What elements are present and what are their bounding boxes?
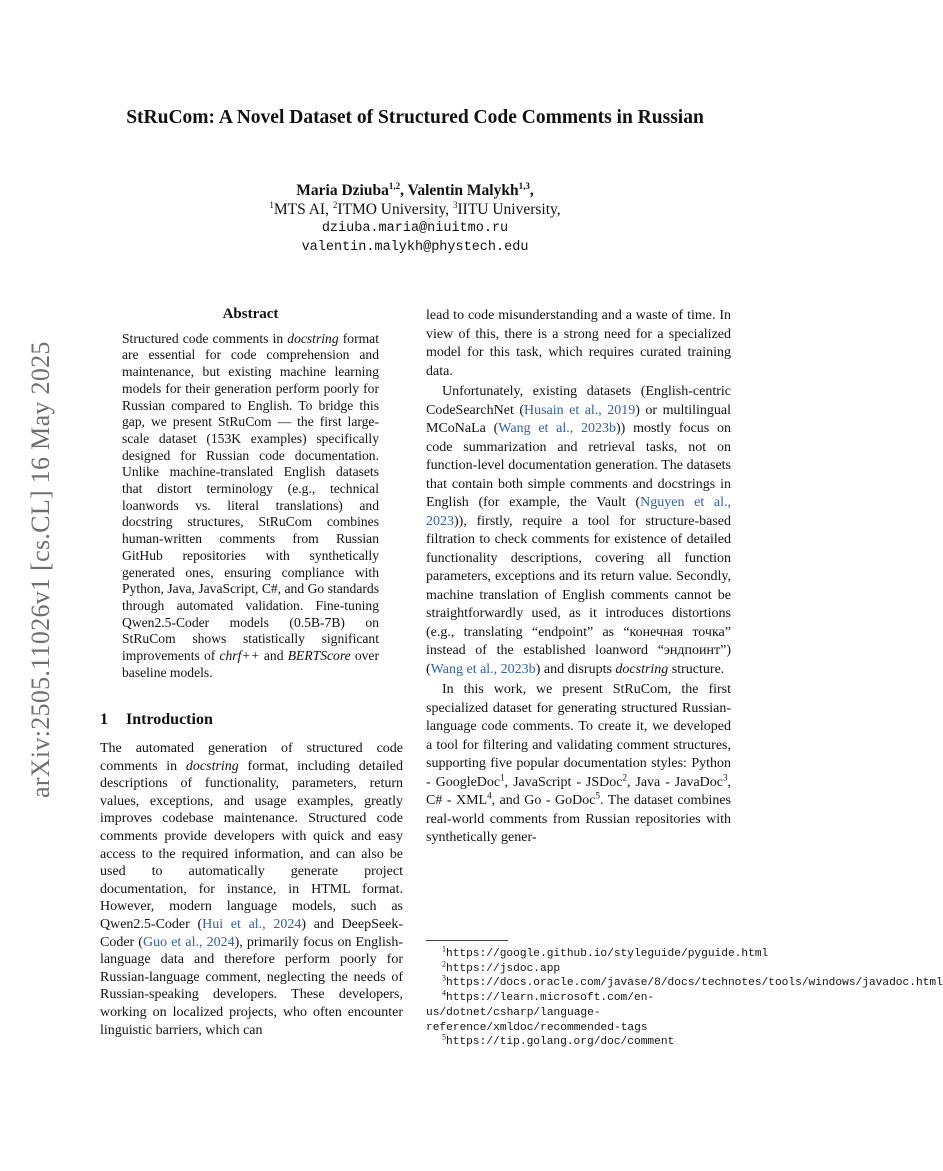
footnote-item: $^5$https://tip.golang.org/doc/comment [442, 1032, 675, 1049]
footnote-item: $^1$https://google.github.io/styleguide/pyguide.html [442, 944, 769, 960]
author-name-1: Maria Dziuba [296, 182, 389, 199]
footnote-divider [426, 940, 508, 941]
abstract-heading: Abstract [222, 306, 279, 322]
abstract-text: Structured code comments in docstring format are essential for code comprehension and maintenance, but existing machine learning models for their generation perform poorly for Russian compared to English. To bridge this gap, we present StRuCom — the first large-scale dataset (153K examples) specifically designed for Russian code documentation. Unlike machine-translated English datasets that distort terminology (e.g., technical loanwords vs. literal translations) and docstring structures, StRuCom combines human-written comments from Russian GitHub repositories with synthetically generated ones, ensuring compliance with Python, Java, JavaScript, C#, and Go standards through automated validation. Fine-tuning Qwen2.5-Coder models (0.5B-7B) on StRuCom shows statistically significant improvements of chrf++ and BERTScore over baseline models. [122, 330, 379, 680]
affiliations [100, 200, 730, 219]
citation-link[interactable]: Husain et al., 2019 [524, 402, 636, 418]
affil-2: ITMO University, [337, 201, 453, 218]
affil-sup-3: 3 [453, 199, 458, 210]
footnote-link[interactable]: https://tip.golang.org/doc/comment [446, 1036, 675, 1049]
paragraph: lead to code misunderstanding and a waste of time. In view of this, there is a strong need for a specialized model for this task, which requires curated training data. [426, 308, 731, 379]
paragraph: Unfortunately, existing datasets (English-centric CodeSearchNet (Husain et al., 2019) or multilingual MCoNaLa (Wang et al., 2023b)) mostly focus on code summarization and retrieval tasks, not on function-level documentation generation. The datasets that contain both simple comments and docstrings in English (for example, the Vault (Nguyen et al., 2023)), firstly, require a tool for structure-based filtration to check comments for existence of detailed functionality descriptions, covering all function parameters, exceptions and its return value. Secondly, machine translation of English comments cannot be straightforwardly used, as it introduces distortions (e.g., translating “endpoint” as “конечная точка” instead of the established loanword “эндпоинт”) (Wang et al., 2023b) and disrupts docstring structure. [426, 384, 732, 677]
footnote-item: $^4$https://learn.microsoft.com/en-us/dotnet/csharp/language-reference/xmldoc/recommended-tags [426, 988, 655, 1034]
footnotes [426, 944, 943, 1050]
footnote-item: $^3$https://docs.oracle.com/javase/8/docs/technotes/tools/windows/javadoc.html [442, 973, 943, 990]
author-name-2: Valentin Malykh [407, 182, 519, 199]
citation-link[interactable]: Hui et al., 2024 [202, 916, 302, 932]
footnote-item: $^2$https://jsdoc.app [442, 958, 561, 975]
footnote-marker[interactable]: 3 [723, 771, 728, 782]
author-names: Maria Dziuba$^{1,2}$, Valentin Malykh$^{1,3}$, [296, 180, 534, 199]
footnote-marker[interactable]: 4 [487, 790, 492, 801]
footnote-link[interactable]: https://learn.microsoft.com/en-us/dotnet/csharp/language-reference/xmldoc/recommended-tags [426, 992, 655, 1034]
email-2: valentin.malykh@phystech.edu [301, 240, 529, 255]
affil-sup-2: 2 [332, 199, 338, 210]
affil-1: MTS AI, [273, 201, 333, 218]
email-1: dziuba.maria@niuitmo.ru [321, 221, 509, 236]
affil-sup-1: 1 [269, 199, 274, 210]
footnote-marker[interactable]: 5 [595, 790, 600, 801]
footnote-marker[interactable]: 1 [500, 771, 505, 782]
citation-link[interactable]: Nguyen et al., 2023 [426, 495, 731, 529]
footnote-link[interactable]: https://docs.oracle.com/javase/8/docs/technotes/tools/windows/javadoc.html [446, 977, 943, 990]
section-number: 1 [100, 711, 108, 728]
author-sup-1: 1,2 [388, 180, 401, 191]
citation-link[interactable]: Wang et al., 2023b [498, 421, 617, 436]
paper-title: StRuCom: A Novel Dataset of Structured Code Comments in Russian [126, 107, 704, 128]
section-title: Introduction [126, 711, 213, 728]
right-column-text [426, 307, 731, 848]
footnote-link[interactable]: https://jsdoc.app [446, 962, 561, 975]
author-block [100, 181, 730, 257]
footnote-marker[interactable]: 2 [622, 771, 627, 782]
arxiv-identifier: arXiv:2505.11026v1 [cs.CL] 16 May 2025 [26, 341, 55, 799]
author-sup-2: 1,3 [518, 180, 530, 191]
section-heading-introduction [100, 711, 400, 729]
paragraph: In this work, we present StRuCom, the first specialized dataset for generating structured Russian-language code comments. To create it, we developed a tool for filtering and validating comment structures, supporting five popular documentation styles: Python - GoogleDoc$^1$, JavaScript - JSDoc$^2$, Java - JavaDoc$^3$, C# - XML$^4$, and Go - GoDoc$^5$. The dataset combines real-world comments from Russian repositories with synthetically gener- [426, 682, 731, 845]
introduction-paragraph: The automated generation of structured code comments in docstring format, including detailed descriptions of functionality, parameters, return values, exceptions, and usage examples, greatly improves codebase maintenance. Structured code comments provide developers with quick and easy access to the required information, and can also be used to automatically generate project documentation, for instance, in HTML format. However, modern language models, such as Qwen2.5-Coder (Hui et al., 2024) and DeepSeek-Coder (Guo et al., 2024), primarily focus on English-language data and therefore perform poorly for Russian-language comment, neglecting the needs of Russian-speaking developers. These developers, working on localized projects, who often encounter linguistic barriers, which can [100, 741, 404, 1038]
footnote-link[interactable]: https://google.github.io/styleguide/pyguide.html [446, 948, 769, 960]
citation-link[interactable]: Wang et al., 2023b [430, 661, 536, 677]
abstract-section [122, 306, 379, 681]
affil-3: IITU University, [457, 201, 561, 218]
citation-link[interactable]: Guo et al., 2024 [142, 934, 235, 950]
